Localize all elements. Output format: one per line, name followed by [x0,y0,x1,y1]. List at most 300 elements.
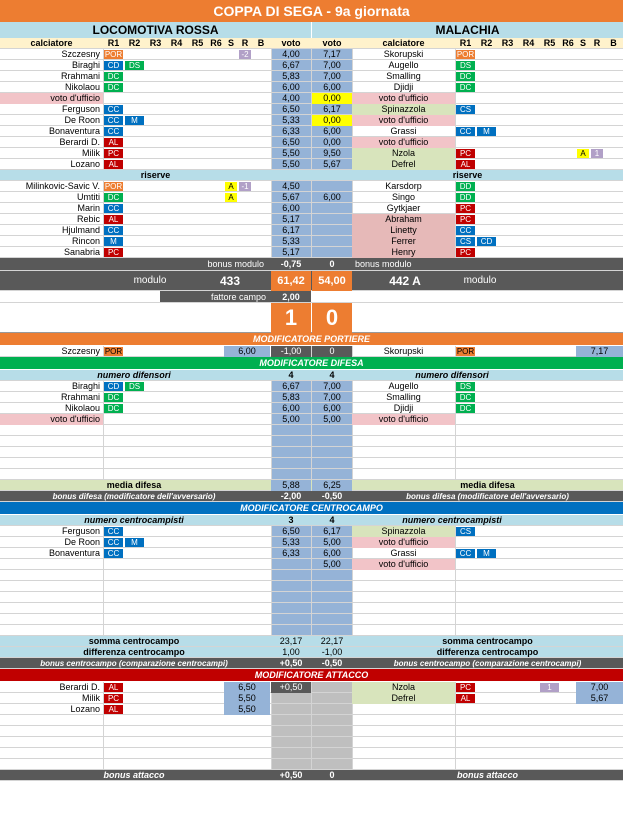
away-role-r1: DD [456,182,475,191]
home-team-name: LOCOMOTIVA ROSSA [0,22,311,38]
home-player-name: Biraghi [71,60,100,70]
home-player-vote: 4,00 [282,49,300,59]
table-row [0,748,623,759]
table-row [0,115,623,126]
grid-line [455,469,456,479]
mod-att-away-role: AL [456,694,475,703]
home-player-name: Hjulmand [61,225,100,235]
grid-line [271,570,272,580]
grid-line [103,737,104,747]
home-player-name: Ferguson [61,526,100,536]
grid-line [352,447,353,457]
table-row [0,726,623,737]
grid-line [271,748,272,758]
home-role-r1: CC [104,105,123,114]
grid-line [455,425,456,435]
away-player-vote: 6,00 [323,548,341,558]
mod-att-away-name: Defrel [352,693,455,704]
away-vote-column [312,447,352,457]
grid-line [311,181,312,191]
mod-cc-num-label-away: numero centrocampisti [402,515,502,525]
away-role-r1: DS [456,382,475,391]
home-reserves-title: riserve [140,170,171,180]
mod-difesa-num-label-home: numero difensori [97,370,171,380]
grid-line [271,726,272,736]
home-role-r1: AL [104,215,123,224]
away-player-name: Defrel [352,159,455,170]
home-role-r1: AL [104,160,123,169]
grid-line [352,436,353,446]
home-role-r1: CC [104,116,123,125]
home-player-vote: 5,83 [282,71,300,81]
home-score: 1 [271,303,311,333]
grid-line [455,93,456,103]
home-player-vote: 6,50 [282,137,300,147]
away-player-vote: 5,00 [323,559,341,569]
table-row [0,247,623,258]
away-player-vote: 5,67 [323,159,341,169]
away-player-vote: 5,00 [323,414,341,424]
home-assist-badge: A [225,193,237,202]
away-player-name: Spinazzola [352,526,455,537]
grid-line [455,715,456,725]
grid-line [352,625,353,635]
table-row [0,104,623,115]
away-vote-column [312,436,352,446]
mod-difesa-bonus-label-away: bonus difesa (modificatore dell'avversario) [406,492,569,501]
grid-line [311,592,312,602]
grid-line [311,625,312,635]
away-player-vote: 7,00 [323,381,341,391]
home-player-vote: 4,50 [282,181,300,191]
mod-att-away-vote: 5,67 [576,693,623,704]
mod-centrocampo-title: MODIFICATORE CENTROCAMPO [0,502,623,515]
table-row [0,570,623,581]
home-role-r1: DC [104,404,123,413]
table-row [0,647,623,658]
table-row [0,49,623,60]
table-row [0,625,623,636]
away-player-vote: 0,00 [323,137,341,147]
home-player-name: Biraghi [71,381,100,391]
away-role-r1: PC [456,149,475,158]
away-player-vote: 7,00 [323,60,341,70]
grid-line [103,748,104,758]
table-row [0,271,623,291]
table-row [0,82,623,93]
home-player-name: Rrahmani [60,392,100,402]
home-role-r1: PC [104,248,123,257]
away-bonus-badge: 1 [591,149,603,158]
mod-att-home-name: Lozano [70,704,100,714]
away-player-name: voto d'ufficio [352,414,455,425]
away-role-r2: M [477,127,496,136]
away-role-r1: DC [456,83,475,92]
away-vote-column [312,181,352,191]
mod-portiere-away-name: Skorupski [383,346,424,356]
away-player-name: Abraham [352,214,455,225]
table-row [0,526,623,537]
home-col-r1: R1 [107,38,120,48]
grid-line [271,603,272,613]
table-row [0,225,623,236]
mod-cc-diff-label-away: differenza centrocampo [436,647,539,657]
home-vote-column [271,436,311,446]
away-role-r1: CS [456,237,475,246]
away-player-vote: 7,17 [323,49,341,59]
table-row [0,414,623,425]
home-vote-column [271,581,311,591]
grid-line [311,603,312,613]
home-role-r1: AL [104,138,123,147]
table-row [0,537,623,548]
table-row [0,346,623,357]
mod-att-home-name: Berardi D. [59,682,100,692]
away-col-r: R [593,38,601,48]
grid-line [103,559,104,569]
grid-line [311,581,312,591]
home-vote-column [271,559,311,569]
table-row [0,381,623,392]
grid-line [455,115,456,125]
grid-line [271,614,272,624]
away-vote-column [312,236,352,246]
away-vote-column [312,225,352,235]
home-role-r1: CC [104,538,123,547]
grid-line [103,436,104,446]
away-col-voto: voto [322,38,342,48]
away-role-r1: PC [456,248,475,257]
mod-difesa-media-label-away: media difesa [460,480,515,490]
grid-line [352,759,353,769]
home-player-name: Lozano [70,159,100,169]
away-team-name: MALACHIA [312,22,623,38]
home-role-r1: DC [104,393,123,402]
mod-att-away-role: PC [456,683,475,692]
mod-att-home-role: AL [104,683,123,692]
grid-line [271,425,272,435]
mod-difesa-home-num: 4 [288,370,294,380]
grid-line [352,581,353,591]
mod-portiere-title: MODIFICATORE PORTIERE [0,333,623,346]
away-player-name: Smalling [386,71,421,81]
grid-line [455,726,456,736]
table-row [0,770,623,781]
fattore-campo-value: 2,00 [282,292,300,302]
away-role-r1: CS [456,105,475,114]
away-player-vote: 6,00 [323,403,341,413]
grid-line [311,203,312,213]
grid-line [311,704,312,714]
table-row [0,581,623,592]
home-role-r2: M [125,116,144,125]
grid-line [311,469,312,479]
grid-line [103,759,104,769]
grid-line [271,581,272,591]
home-role-r1: CD [104,382,123,391]
home-role-r1: POR [104,182,123,191]
away-total: 54,00 [312,271,352,291]
table-row [0,392,623,403]
table-row [0,291,623,303]
grid-line [271,625,272,635]
grid-line [455,759,456,769]
away-col-r1: R1 [459,38,472,48]
home-player-vote: 5,50 [282,148,300,158]
grid-line [103,414,104,424]
away-player-name: Singo [391,192,416,202]
home-player-name: Rrahmani [60,71,100,81]
home-player-vote: 5,83 [282,392,300,402]
grid-line [311,447,312,457]
away-player-vote: 0,00 [312,93,352,104]
away-player-name: Djidji [393,82,414,92]
home-col-r4: R4 [170,38,183,48]
home-vote-column [271,425,311,435]
home-role-r2: M [125,538,144,547]
away-player-name: Smalling [386,392,421,402]
away-player-vote: 5,00 [323,537,341,547]
away-player-name: voto d'ufficio [352,537,455,548]
away-modulo: 442 A [389,274,421,288]
away-player-name: voto d'ufficio [352,137,455,148]
away-role-r1: CC [456,127,475,136]
table-row [0,682,623,693]
mod-cc-bonus-label-away: bonus centrocampo (comparazione centrocampi) [393,659,582,668]
home-player-name: voto d'ufficio [0,414,103,425]
mod-difesa-media-label-home: media difesa [106,480,162,490]
home-player-name: Rebic [76,214,100,224]
grid-line [352,592,353,602]
home-col-r2: R2 [128,38,141,48]
away-player-name: Nzola [352,148,455,159]
grid-line [271,592,272,602]
sheet-title: COPPA DI SEGA - 9a giornata [0,0,623,22]
mod-att-home-vote: 5,50 [224,693,270,704]
away-vote-column [312,603,352,613]
table-row [0,60,623,71]
home-vote-column [271,614,311,624]
table-row [0,759,623,770]
away-role-r1: CC [456,549,475,558]
table-row [0,715,623,726]
table-row [0,458,623,469]
table-row [0,170,623,181]
away-player-name: Augello [388,60,419,70]
mod-att-away-vote: 7,00 [576,682,623,693]
home-player-vote: 6,50 [282,104,300,114]
away-col-s: S [579,38,586,48]
grid-line [311,726,312,736]
home-role-r1: CC [104,549,123,558]
home-player-name: Bonaventura [48,126,100,136]
home-role-r2: DS [125,382,144,391]
grid-line [311,458,312,468]
away-player-vote: 6,00 [323,126,341,136]
grid-line [455,592,456,602]
grid-line [103,458,104,468]
grid-line [311,214,312,224]
home-player-vote: 6,33 [282,548,300,558]
grid-line [271,715,272,725]
modulo-label-home: modulo [133,275,167,286]
grid-line [271,704,272,714]
mod-difesa-bonus-label-home: bonus difesa (modificatore dell'avversario) [52,492,216,501]
grid-line [352,704,353,714]
table-row [0,71,623,82]
grid-line [311,759,312,769]
grid-line [311,236,312,246]
home-vote-column [271,625,311,635]
away-col-calciatore: calciatore [382,38,425,48]
home-player-vote: 6,33 [282,126,300,136]
table-row [0,258,623,271]
grid-line [311,247,312,257]
away-role-r1: DD [456,193,475,202]
mod-portiere-away-vote: 7,17 [576,346,623,357]
grid-line [455,436,456,446]
home-total: 61,42 [271,271,311,291]
home-player-vote: 5,17 [282,214,300,224]
mod-portiere-away-role: POR [456,347,475,356]
home-player-name: Sanabria [63,247,100,257]
grid-line [352,726,353,736]
grid-line [311,614,312,624]
mod-difesa-away-bonus: -0,50 [321,491,343,501]
table-row [0,425,623,436]
grid-line [352,469,353,479]
home-role-r1: CC [104,204,123,213]
home-player-vote: 6,67 [282,381,300,391]
table-row [0,704,623,715]
home-bonus-badge: -1 [239,182,251,191]
away-player-vote: 9,50 [323,148,341,158]
table-row [0,636,623,647]
away-col-r2: R2 [480,38,493,48]
home-vote-column [271,469,311,479]
home-vote-column [271,458,311,468]
grid-line [103,625,104,635]
mod-difesa-home-media: 5,88 [271,480,311,491]
table-row [0,480,623,491]
table-row [0,515,623,526]
grid-line [103,469,104,479]
table-row [0,614,623,625]
away-col-r5: R5 [543,38,556,48]
mod-att-home-bonus: +0,50 [271,682,311,693]
grid-line [352,715,353,725]
table-row [0,491,623,502]
grid-line [352,614,353,624]
mod-att-away-name: Nzola [352,682,455,693]
grid-line [455,414,456,424]
away-vote-column [312,625,352,635]
home-role-r1: DC [104,193,123,202]
home-player-name: Umtiti [77,192,100,202]
away-player-vote: 6,00 [323,82,341,92]
away-vote-column [312,247,352,257]
away-vote-column [312,203,352,213]
away-player-vote: 7,00 [323,392,341,402]
mod-att-home-name: Milik [82,693,100,703]
away-vote-column [312,581,352,591]
away-player-name: Grassi [390,126,417,136]
main-content [0,38,623,781]
home-player-name: Rincon [71,236,100,246]
grid-line [271,458,272,468]
mod-attacco-title: MODIFICATORE ATTACCO [0,669,623,682]
home-assist-badge: A [225,182,237,191]
mod-cc-home-diff: 1,00 [282,647,300,657]
away-vote-column [312,570,352,580]
away-col-r4: R4 [522,38,535,48]
home-role-r1: CC [104,127,123,136]
home-vote-column [271,447,311,457]
mod-cc-home-somma: 23,17 [279,636,303,646]
grid-line [311,682,312,692]
mod-portiere-home-bonus: -1,00 [271,346,311,357]
away-player-vote: 0,00 [312,115,352,126]
grid-line [455,603,456,613]
home-col-r6: R6 [210,38,222,48]
away-vote-column [312,469,352,479]
grid-line [455,625,456,635]
grid-line [311,693,312,703]
away-col-r6: R6 [562,38,574,48]
table-row [0,559,623,570]
table-row [0,159,623,170]
away-role-r1: AL [456,160,475,169]
away-player-name: Linetty [352,225,455,236]
away-player-name: Augello [388,381,419,391]
away-player-name: Karsdorp [385,181,422,191]
table-row [0,214,623,225]
home-vote-column [271,603,311,613]
mod-cc-diff-label-home: differenza centrocampo [83,647,185,657]
away-role-r1: DC [456,404,475,413]
grid-line [271,447,272,457]
home-player-vote: 5,33 [282,236,300,246]
grid-line [455,447,456,457]
away-player-name: Skorupski [383,49,424,59]
home-bonus-badge: -2 [239,50,251,59]
home-player-vote: 5,33 [282,115,300,125]
table-row [0,436,623,447]
home-role-r1: CD [104,61,123,70]
table-row [0,370,623,381]
grid-line [455,614,456,624]
away-col-b: B [610,38,617,48]
away-role-r1: DC [456,393,475,402]
table-row [0,181,623,192]
away-vote-column [312,458,352,468]
grid-line [103,581,104,591]
away-role-r1: DC [456,72,475,81]
mod-cc-num-label-home: numero centrocampisti [84,515,184,525]
grid-line [311,570,312,580]
home-player-vote: 6,67 [282,60,300,70]
grid-line [103,570,104,580]
away-role-r1: PC [456,215,475,224]
home-role-r1: PC [104,149,123,158]
mod-cc-away-bonus: -0,50 [321,658,343,668]
table-row [0,693,623,704]
mod-difesa-home-bonus: -2,00 [280,491,302,501]
grid-line [103,614,104,624]
grid-line [352,748,353,758]
grid-line [103,425,104,435]
grid-line [311,436,312,446]
